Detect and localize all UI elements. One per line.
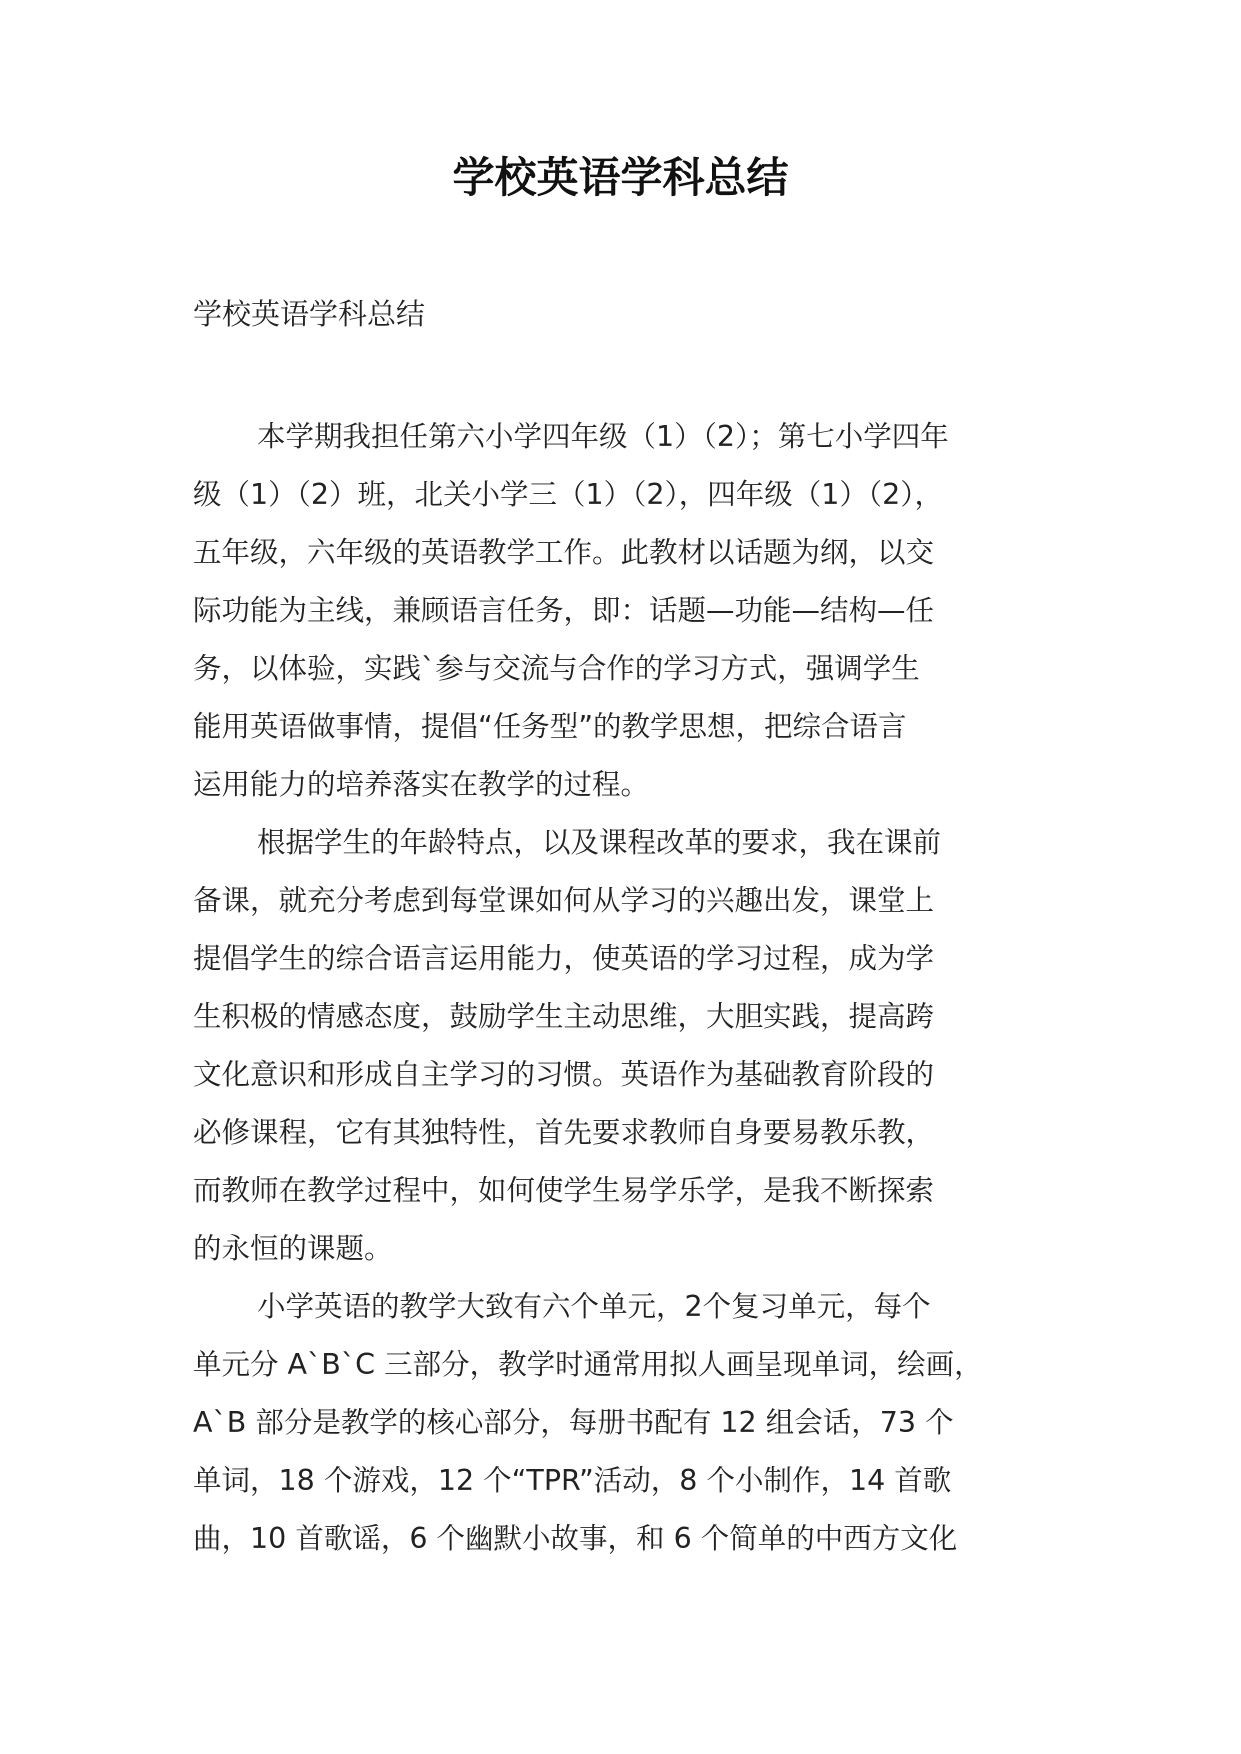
paragraph-line: 本学期我担任第六小学四年级（1）（2）；第七小学四年 [257, 420, 949, 453]
paragraph-line: 单词，18 个游戏，12 个“TPR”活动，8 个小制作，14 首歌 [193, 1464, 952, 1497]
document-body [193, 408, 1073, 1568]
paragraph-line: A`B 部分是教学的核心部分，每册书配有 12 组会话，73 个 [193, 1406, 954, 1439]
paragraph-line: 的永恒的课题。 [193, 1232, 393, 1265]
paragraph-line: 曲，10 首歌谣，6 个幽默小故事，和 6 个简单的中西方文化 [193, 1522, 958, 1555]
paragraph-3 [193, 1278, 1073, 1568]
paragraph-line: 小学英语的教学大致有六个单元，2个复习单元，每个 [257, 1290, 931, 1323]
paragraph-line: 单元分 A`B`C 三部分，教学时通常用拟人画呈现单词，绘画， [193, 1348, 983, 1381]
paragraph-line: 能用英语做事情，提倡“任务型”的教学思想，把综合语言 [193, 710, 907, 743]
paragraph-line: 级（1）（2）班，北关小学三（1）（2），四年级（1）（2）， [193, 478, 944, 511]
paragraph-2 [193, 814, 1073, 1278]
paragraph-line: 备课，就充分考虑到每堂课如何从学习的兴趣出发，课堂上 [193, 884, 935, 917]
paragraph-line: 提倡学生的综合语言运用能力，使英语的学习过程，成为学 [193, 942, 935, 975]
paragraph-1 [193, 408, 1073, 814]
paragraph-line: 生积极的情感态度，鼓励学生主动思维，大胆实践，提高跨 [193, 1000, 935, 1033]
paragraph-line: 而教师在教学过程中，如何使学生易学乐学，是我不断探索 [193, 1174, 935, 1207]
paragraph-line: 根据学生的年龄特点，以及课程改革的要求，我在课前 [257, 826, 942, 859]
paragraph-line: 务，以体验，实践`参与交流与合作的学习方式，强调学生 [193, 652, 920, 685]
document-subtitle: 学校英语学科总结 [193, 297, 426, 331]
paragraph-line: 五年级，六年级的英语教学工作。此教材以话题为纲，以交 [193, 536, 935, 569]
paragraph-line: 运用能力的培养落实在教学的过程。 [193, 768, 650, 801]
paragraph-line: 际功能为主线，兼顾语言任务，即：话题—功能—结构—任 [193, 594, 935, 627]
document-title: 学校英语学科总结 [452, 153, 789, 202]
paragraph-line: 文化意识和形成自主学习的习惯。英语作为基础教育阶段的 [193, 1058, 935, 1091]
paragraph-line: 必修课程，它有其独特性，首先要求教师自身要易教乐教， [193, 1116, 935, 1149]
